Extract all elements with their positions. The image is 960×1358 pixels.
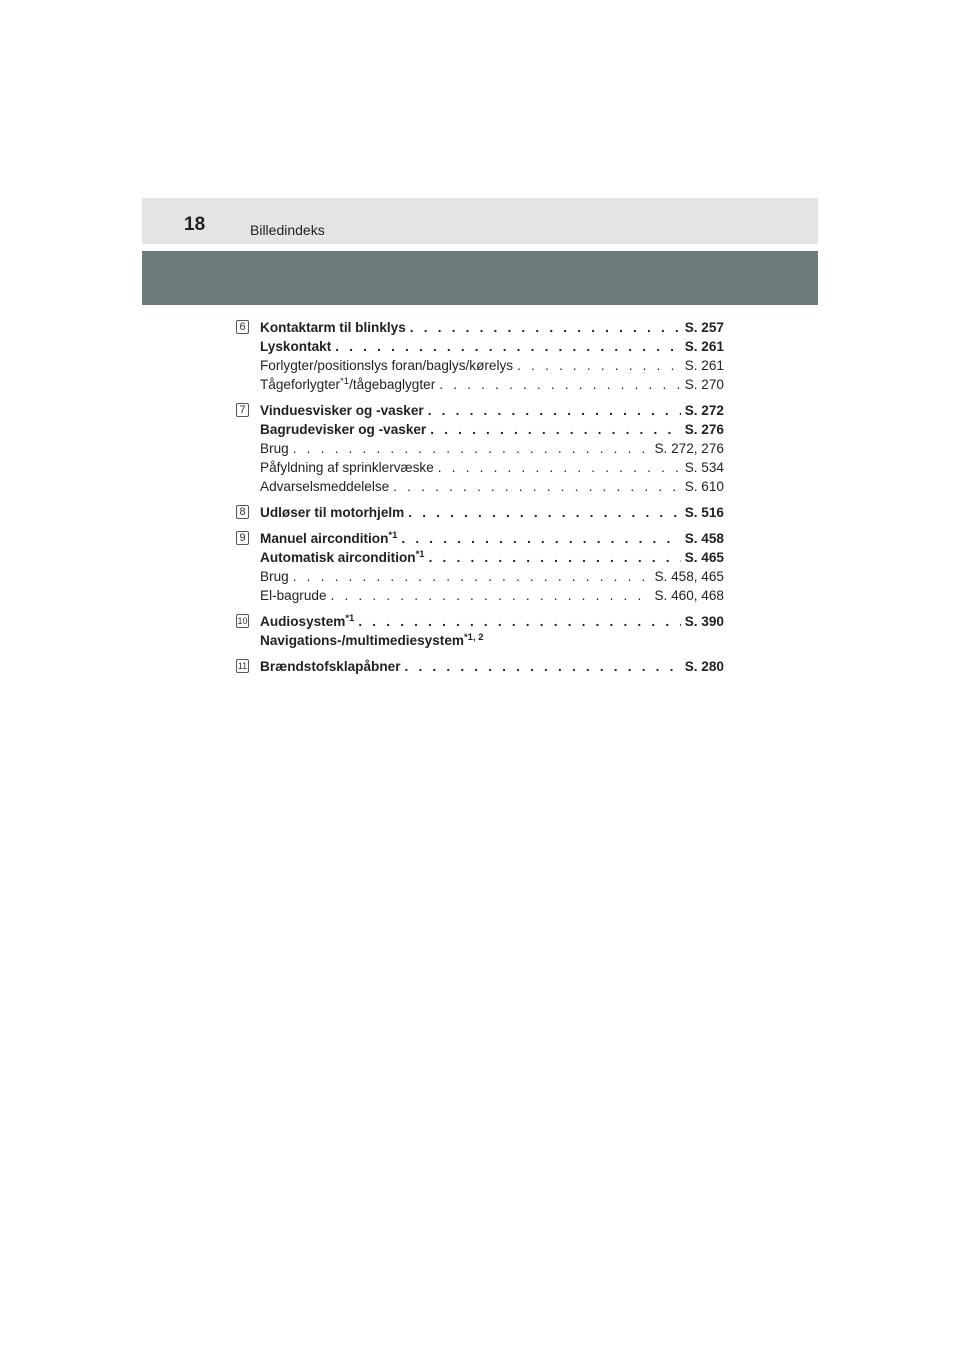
entry-label [260, 375, 435, 394]
index-entry [260, 458, 724, 477]
entry-label [260, 586, 327, 605]
index-group [236, 503, 724, 522]
dot-leader [293, 439, 651, 458]
entry-label [260, 401, 424, 420]
item-number-badge: 7 [236, 403, 249, 417]
footnote-marker: *1 [340, 376, 350, 387]
entry-label-text: Påfyldning af sprinklervæske [260, 460, 434, 475]
index-entry [260, 612, 724, 631]
entry-label [260, 318, 406, 337]
index-entry [260, 439, 724, 458]
section-title: Billedindeks [250, 222, 325, 238]
entry-label-text: Tågeforlygter [260, 377, 341, 392]
page-reference: S. 465 [684, 550, 724, 565]
entry-label [260, 337, 331, 356]
entry-label [260, 631, 484, 650]
entry-label [260, 458, 434, 477]
entry-label [260, 420, 426, 439]
entry-label-text: Brændstofsklapåbner [260, 659, 401, 674]
dot-leader [439, 375, 680, 394]
page-reference: S. 257 [684, 320, 724, 335]
page-reference: S. 276 [684, 422, 724, 437]
page-reference: S. 458 [684, 531, 724, 546]
dot-leader [405, 657, 681, 676]
footnote-marker: *1 [388, 530, 398, 541]
index-entry [260, 586, 724, 605]
header-bar [142, 198, 818, 244]
index-entry [260, 657, 724, 676]
entry-label-text: El-bagrude [260, 588, 327, 603]
entry-label [260, 477, 389, 496]
index-entry [260, 356, 724, 375]
index-entry [260, 337, 724, 356]
dot-leader [430, 420, 680, 439]
dot-leader [410, 318, 681, 337]
page-reference: S. 261 [684, 339, 724, 354]
dot-leader [408, 503, 680, 522]
page-number: 18 [184, 214, 206, 235]
page-reference: S. 516 [684, 505, 724, 520]
item-number-badge: 8 [236, 505, 249, 519]
dot-leader [335, 337, 680, 356]
dot-leader [517, 356, 681, 375]
index-entry [260, 567, 724, 586]
entry-label [260, 503, 404, 522]
entry-label-text: Vinduesvisker og -vasker [260, 403, 424, 418]
dot-leader [293, 567, 651, 586]
entry-label [260, 567, 289, 586]
page-reference: S. 270 [684, 377, 724, 392]
entry-label [260, 439, 289, 458]
dot-leader [438, 458, 681, 477]
dot-leader [429, 548, 681, 567]
page-reference: S. 460, 468 [654, 588, 724, 603]
page-reference: S. 390 [684, 614, 724, 629]
page-reference: S. 261 [684, 358, 724, 373]
footnote-marker: *1 [415, 549, 425, 560]
item-number-badge: 6 [236, 320, 249, 334]
entry-label-text: Bagrudevisker og -vasker [260, 422, 427, 437]
index-entry [260, 318, 724, 337]
entry-label-text: Lyskontakt [260, 339, 332, 354]
index-entry [260, 375, 724, 394]
item-number-badge: 11 [237, 661, 248, 671]
entry-label-text: Advarselsmeddelelse [260, 479, 390, 494]
index-entry [260, 631, 724, 650]
index-entry [260, 503, 724, 522]
footnote-marker: *1 [345, 613, 355, 624]
entry-label [260, 529, 397, 548]
entry-label-text: Automatisk aircondition [260, 550, 416, 565]
entry-label [260, 548, 425, 567]
entry-label [260, 356, 513, 375]
index-entry [260, 420, 724, 439]
index-group [236, 529, 724, 605]
page-reference: S. 272 [684, 403, 724, 418]
index-entry [260, 477, 724, 496]
entry-label-text: Manuel aircondition [260, 531, 389, 546]
entry-label-text: Navigations-/multimediesystem [260, 633, 464, 648]
index-entry [260, 529, 724, 548]
item-number-badge: 10 [237, 616, 248, 626]
index-list [236, 318, 724, 683]
index-entry [260, 401, 724, 420]
entry-label-suffix: /tågebaglygter [349, 377, 436, 392]
page-reference: S. 610 [684, 479, 724, 494]
illustration-band [142, 251, 818, 305]
page-reference: S. 534 [684, 460, 724, 475]
index-group [236, 318, 724, 394]
entry-label-text: Brug [260, 441, 289, 456]
dot-leader [331, 586, 651, 605]
entry-label [260, 612, 354, 631]
index-group [236, 401, 724, 496]
footnote-marker: *1, 2 [463, 632, 484, 643]
dot-leader [358, 612, 680, 631]
dot-leader [401, 529, 680, 548]
entry-label-text: Udløser til motorhjelm [260, 505, 405, 520]
entry-label-text: Audiosystem [260, 614, 346, 629]
entry-label [260, 657, 401, 676]
page-reference: S. 280 [684, 659, 724, 674]
entry-label-text: Forlygter/positionslys foran/baglys/kørelys [260, 358, 514, 373]
entry-label-text: Kontaktarm til blinklys [260, 320, 406, 335]
page-reference: S. 458, 465 [654, 569, 724, 584]
dot-leader [428, 401, 681, 420]
dot-leader [393, 477, 680, 496]
index-entry [260, 548, 724, 567]
index-group [236, 657, 724, 676]
item-number-badge: 9 [236, 531, 249, 545]
entry-label-text: Brug [260, 569, 289, 584]
index-group [236, 612, 724, 650]
page-reference: S. 272, 276 [654, 441, 724, 456]
